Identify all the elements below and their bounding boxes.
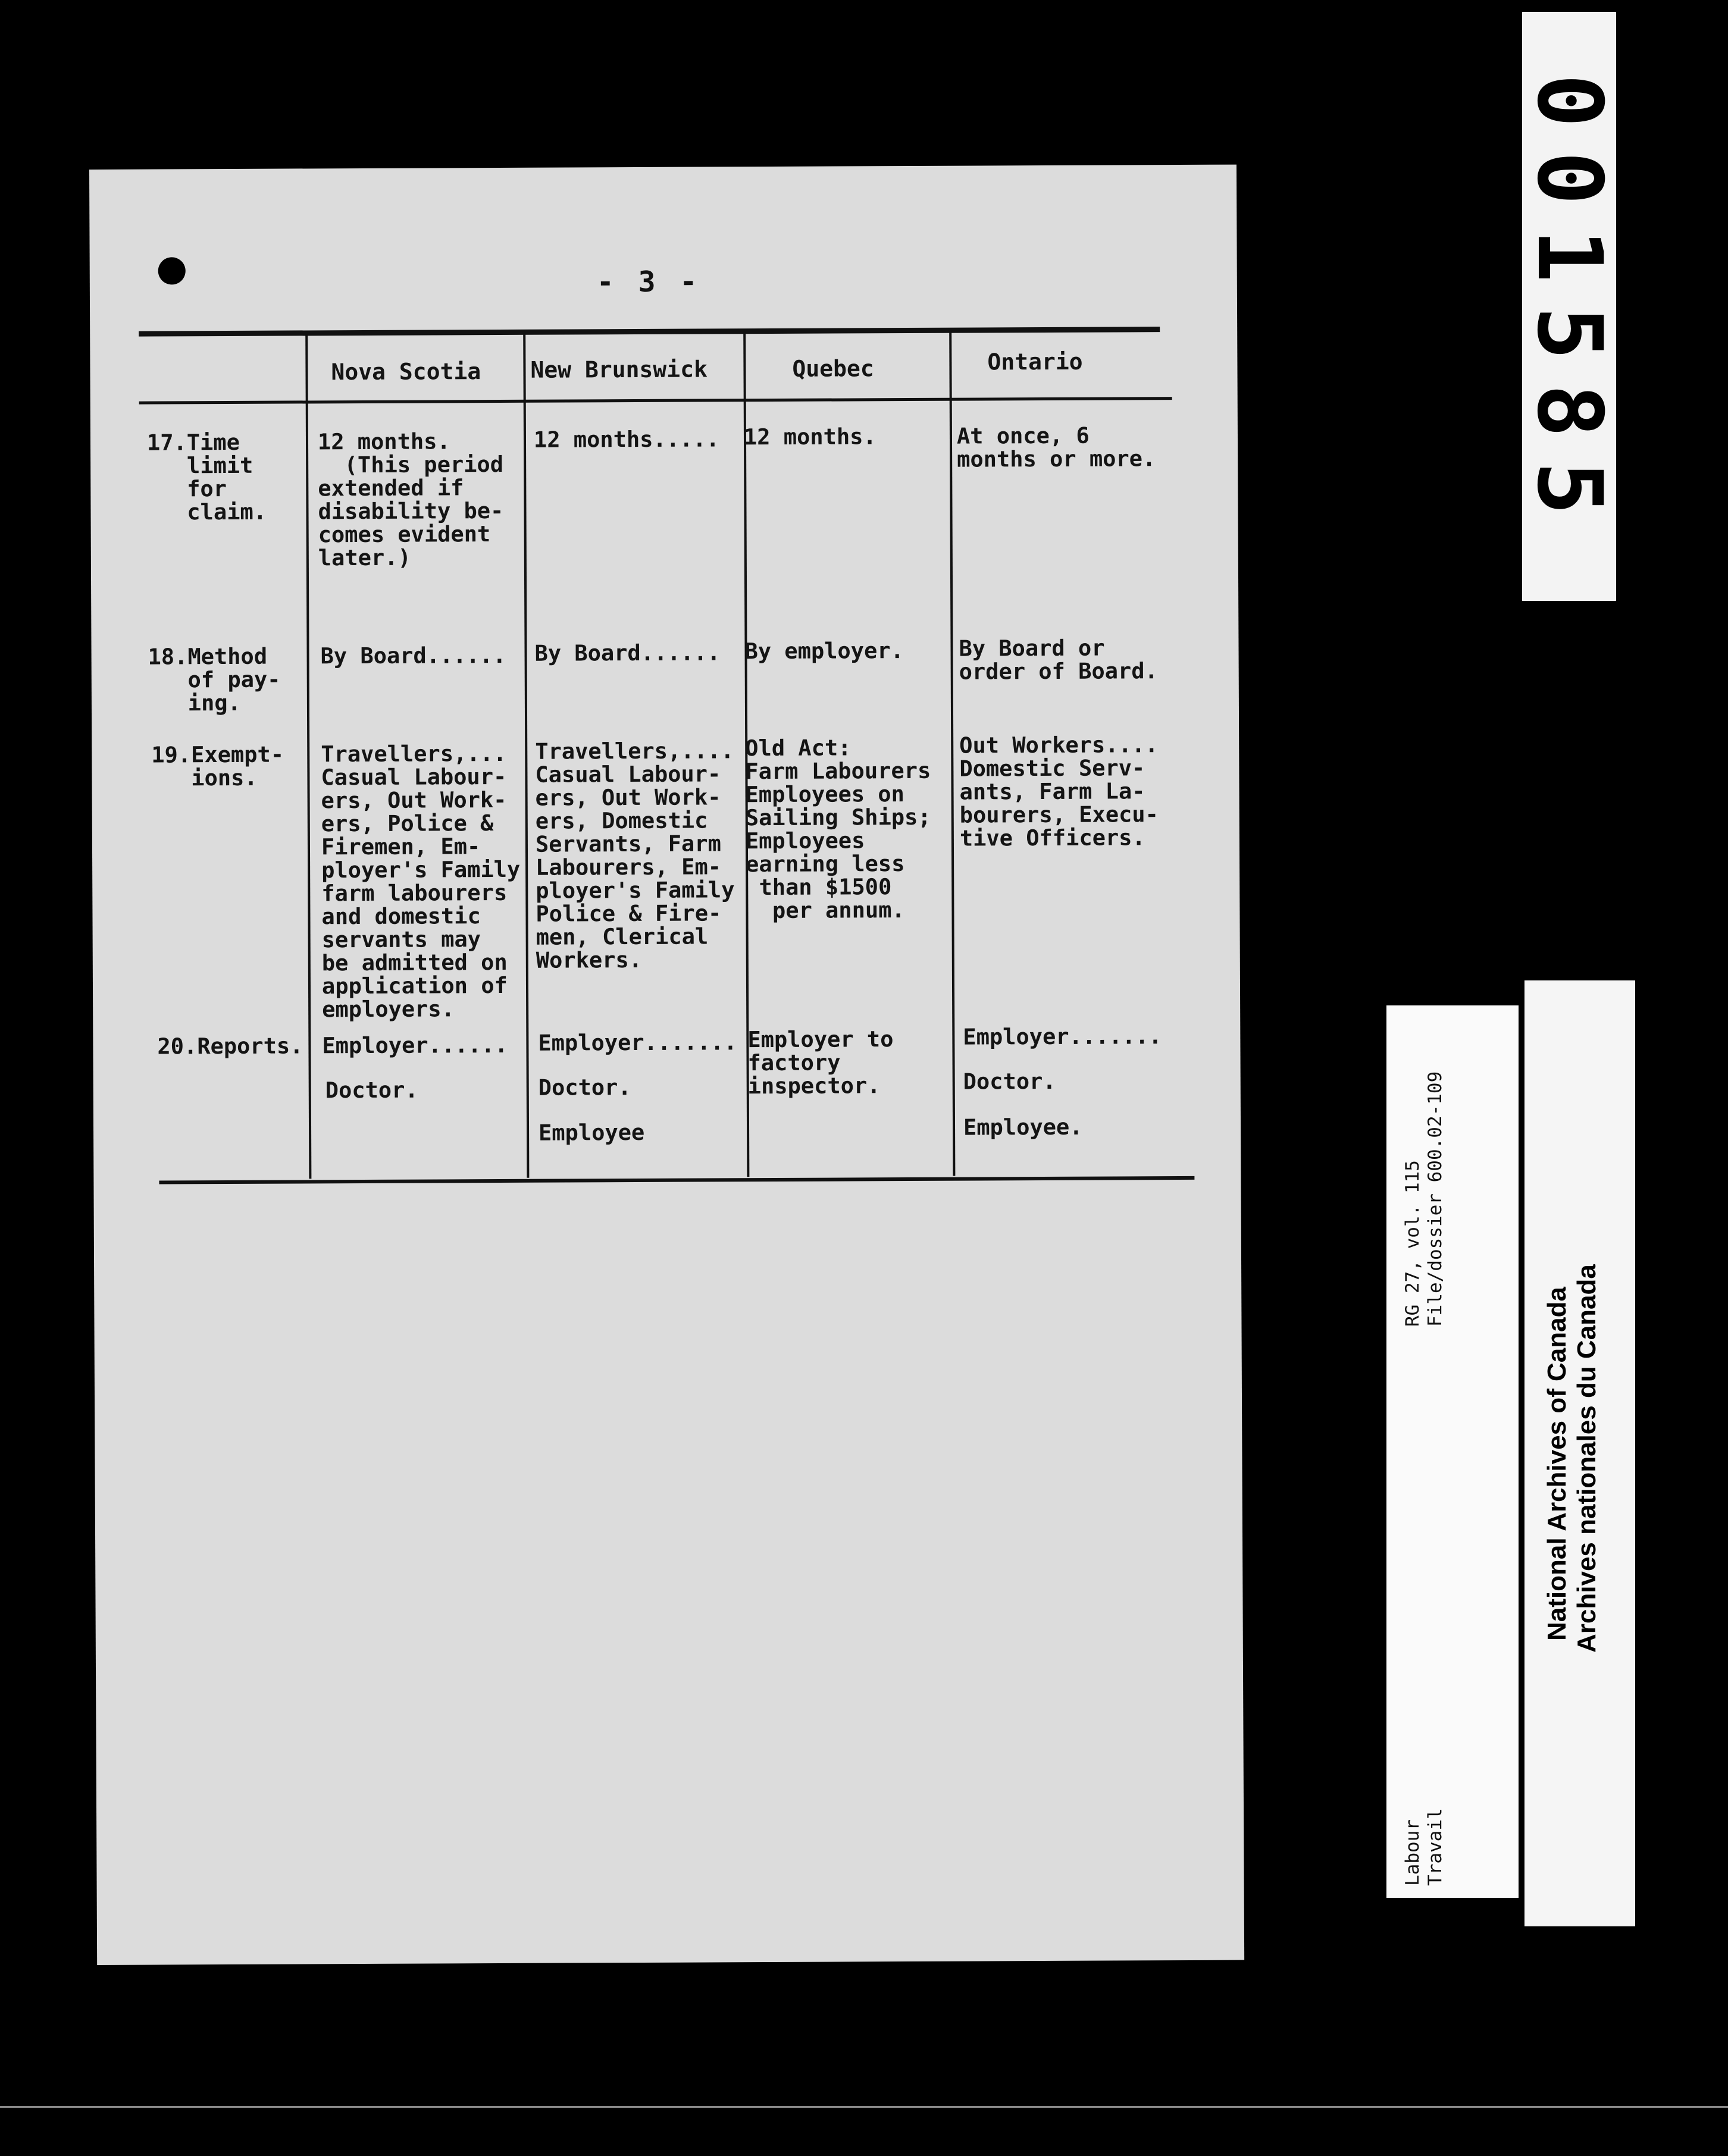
table-top-rule — [139, 327, 1160, 336]
frame-number: 001585 — [1517, 74, 1621, 539]
cell-r17-ontario: At once, 6 months or more. — [956, 422, 1156, 472]
cell-r20-quebec: Employer to factory inspector. — [747, 1026, 894, 1099]
cell-r20-ontario-employer: Employer....... — [963, 1023, 1162, 1050]
table-bottom-rule — [159, 1176, 1194, 1184]
row-label-time-limit: 17.Time limit for claim. — [146, 429, 267, 525]
page-number: - 3 - — [596, 265, 701, 299]
archive-name-french: Archives nationales du Canada — [1572, 1264, 1601, 1653]
cell-r19-ontario: Out Workers.... Domestic Serv- ants, Farm La- bourers, Execu- tive Officers. — [959, 732, 1159, 851]
cell-r17-new-brunswick: 12 months..... — [533, 426, 719, 453]
row-label-method-of-paying: 18.Method of pay- ing. — [148, 643, 281, 716]
cell-r19-new-brunswick: Travellers,.... Casual Labour- ers, Out Work- ers, Domestic Servants, Farm Labourers, Em- ployer's Family Police & Fire- men, Clerical Workers. — [535, 738, 735, 973]
document-page — [89, 165, 1244, 1965]
cell-r20-new-brunswick-employer: Employer....... — [538, 1029, 737, 1056]
cell-r20-nova-scotia-doctor: Doctor. — [325, 1077, 418, 1104]
row-label-exemptions: 19.Exempt- ions. — [151, 741, 284, 791]
cell-r20-new-brunswick-employee: Employee — [538, 1119, 645, 1146]
cell-r19-quebec: Old Act: Farm Labourers Employees on Sailing Ships; Employees earning less than $1500 per annum. — [745, 735, 931, 924]
column-header-ontario: Ontario — [987, 348, 1083, 375]
cell-r18-quebec: By employer. — [744, 638, 904, 665]
column-divider — [523, 333, 529, 1178]
header-bottom-rule — [139, 397, 1172, 405]
cell-r17-nova-scotia: 12 months. (This period extended if disability be- comes evident later.) — [317, 428, 504, 571]
ref-line-1: RG 27, vol. 115 — [1402, 1160, 1423, 1327]
cell-r19-nova-scotia: Travellers,... Casual Labour- ers, Out Work- ers, Police & Firemen, Em- ployer's Family farm labourers and domestic servants may be admitted on application of employers. — [321, 740, 521, 1023]
column-header-quebec: Quebec — [792, 355, 874, 382]
archive-name-english: National Archives of Canada — [1542, 1287, 1572, 1641]
column-header-nova-scotia: Nova Scotia — [331, 358, 481, 386]
archive-reference-label — [1386, 1005, 1519, 1898]
column-header-new-brunswick: New Brunswick — [530, 356, 708, 383]
row-label-reports: 20.Reports. — [157, 1033, 303, 1060]
cell-r20-new-brunswick-doctor: Doctor. — [538, 1074, 631, 1101]
frame-number-stamp — [1517, 12, 1621, 601]
cell-r18-nova-scotia: By Board...... — [320, 642, 506, 669]
column-divider — [305, 334, 311, 1179]
cell-r17-quebec: 12 months. — [743, 424, 876, 450]
archive-name-strip — [1524, 980, 1635, 1926]
cell-r20-ontario-employee: Employee. — [963, 1114, 1083, 1140]
cell-r18-new-brunswick: By Board...... — [534, 640, 721, 666]
cell-r20-ontario-doctor: Doctor. — [963, 1068, 1056, 1095]
ministry-line-2: Travail — [1425, 1808, 1446, 1886]
ref-line-2: File/dossier 600.02-109 — [1425, 1071, 1446, 1327]
cell-r18-ontario: By Board or order of Board. — [959, 635, 1158, 685]
cell-r20-nova-scotia-employer: Employer...... — [322, 1032, 508, 1059]
ministry-line-1: Labour — [1402, 1819, 1423, 1886]
punch-hole — [158, 257, 186, 284]
scan-edge-line — [0, 2106, 1728, 2108]
column-divider — [949, 331, 955, 1176]
